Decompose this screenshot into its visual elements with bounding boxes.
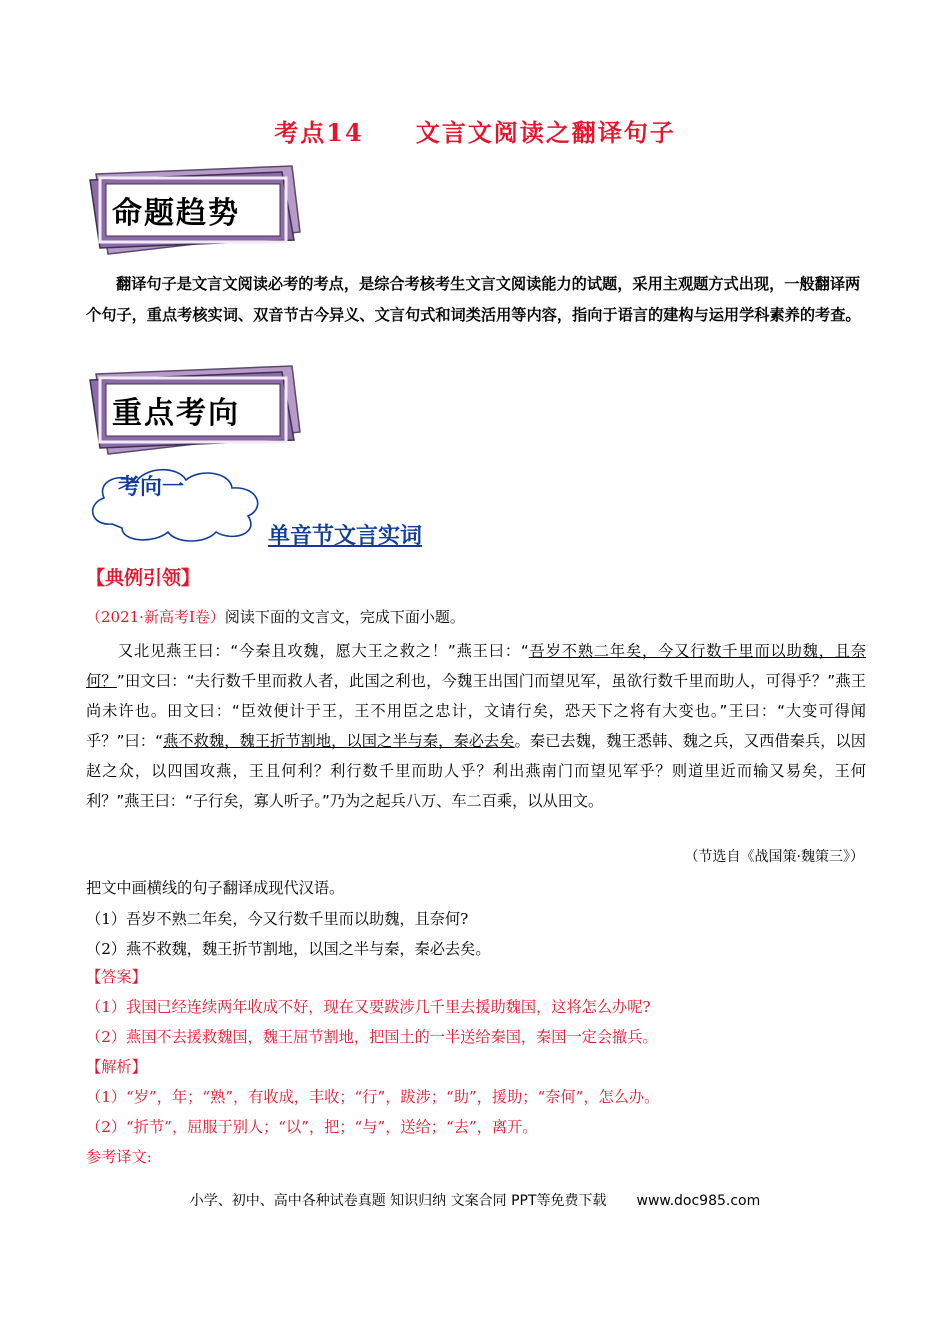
passage-part-3: 。秦已去魏，魏王悉韩、魏之兵，又西借秦兵，以因赵之众，以四国攻燕，王且何利？利行数千里而助人乎？利出燕南门而望见军乎？则道里近而输又易矣，王何利？”燕王曰：“子行矣，寡人听子。”乃为之起兵八万、车二百乘，以从田文。 [86,732,866,810]
answer-2: （2）燕国不去援救魏国，魏王屈节割地，把国土的一半送给秦国，秦国一定会撤兵。 [86,1028,658,1046]
underlined-sentence-2: 燕不救魏，魏王折节割地，以国之半与秦，秦必去矣 [162,732,515,750]
section-cloud-label: 考向一 [118,474,185,500]
title-part2: 文言文阅读之翻译句子 [415,118,676,147]
exam-source: （2021·新高考Ⅰ卷） [86,608,225,626]
answer-1: （1）我国已经连续两年收成不好，现在又要跋涉几千里去援助魏国，这将怎么办呢? [86,998,651,1016]
question-1: （1）吾岁不熟二年矣，今又行数千里而以助魏，且奈何? [86,910,469,928]
title-part1: 考点14 [274,118,364,147]
analysis-2: （2）“折节”，屈服于别人；“以”，把；“与”，送给；“去”，离开。 [86,1118,538,1136]
reference-translation-label: 参考译文: [86,1148,152,1166]
section-heading: 单音节文言实词 [268,523,423,549]
passage-part-1: 又北见燕王曰：“今秦且攻魏，愿大王之救之！”燕王曰：“ [118,642,529,660]
footer-text: 小学、初中、高中各种试卷真题 知识归纳 文案合同 PPT等免费下载 [189,1193,607,1209]
underlined-sentence-1: 吾岁不熟二年矣，今又行数千里而以助魏，且奈何？ [86,642,867,690]
trend-banner [86,162,304,258]
analysis-1: （1）“岁”，年；“熟”，有收成，丰收；“行”，跋涉；“助”，援助；“奈何”，怎么办。 [86,1088,660,1106]
trend-banner-label: 命题趋势 [112,196,240,231]
page-title [0,113,950,148]
passage-citation: （节选自《战国策·魏策三》） [684,849,864,865]
example-source-line [86,606,465,627]
footer-url[interactable]: www.doc985.com [636,1193,761,1209]
passage-part-2: ”田文曰：“夫行数千里而救人者，此国之利也，今魏王出国门而望见军，虽欲行数千里而助人，可得乎？”燕王尚未许也。田文曰：“臣效便计于王，王不用臣之忠计，文请行矣，恐天下之将有大变也。”王曰：“大变可得闻乎？”曰：“ [86,672,867,750]
answer-label: 【答案】 [86,968,147,986]
question-prompt: 把文中画横线的句子翻译成现代汉语。 [86,879,345,897]
example-header: 【典例引领】 [86,567,201,589]
analysis-label: 【解析】 [86,1058,147,1076]
page-footer [0,1190,950,1210]
intro-paragraph: 翻译句子是文言文阅读必考的考点，是综合考核考生文言文阅读能力的试题，采用主观题方式出现，一般翻译两个句子，重点考核实词、双音节古今异义、文言句式和词类活用等内容，指向于语言的建构与运用学科素养的考查。 [86,275,861,324]
focus-banner-label: 重点考向 [112,396,240,431]
example-instruction: 阅读下面的文言文，完成下面小题。 [224,608,465,626]
question-2: （2）燕不救魏，魏王折节割地，以国之半与秦，秦必去矣。 [86,940,491,958]
focus-banner [86,362,304,458]
classical-passage [86,636,866,816]
